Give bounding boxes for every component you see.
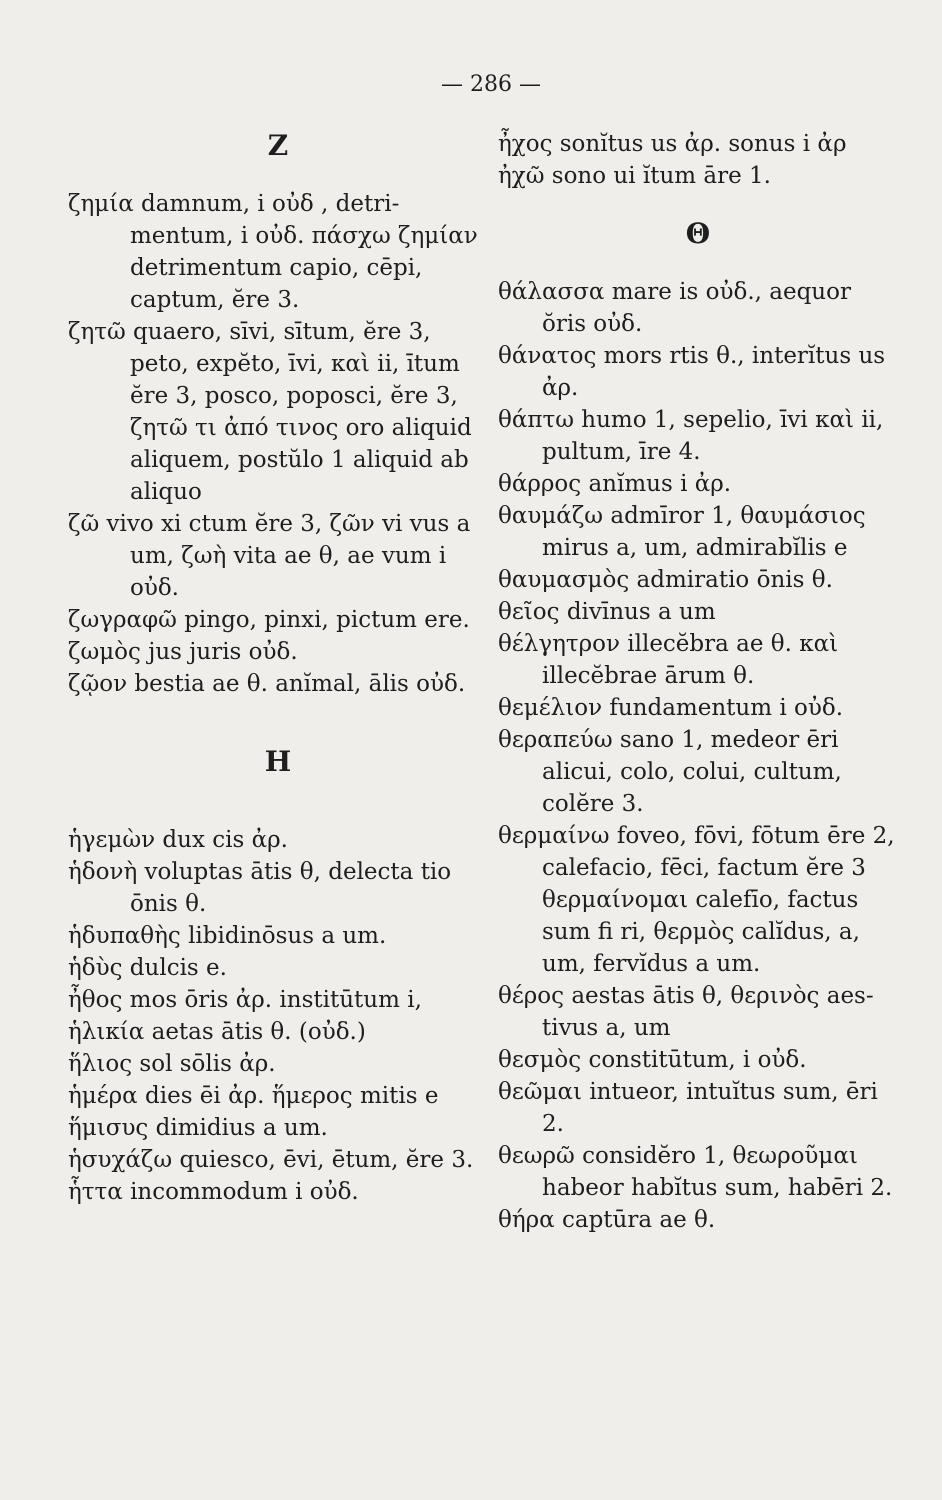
entry: θαυμάζω admīror 1, θαυμάσιος mirus a, um, admirabĭlis e — [498, 503, 866, 561]
entry: θήρα captūra ae θ. — [498, 1207, 716, 1233]
entry: θεραπεύω sano 1, medeor ēri alicui, colo, colui, cultum, colĕre 3. — [498, 727, 842, 817]
entry: θάλασσα mare is οὐδ., aequor ŏris οὐδ. — [498, 279, 851, 337]
entry: ἡδυπαθὴς libidinōsus a um. — [68, 923, 387, 949]
entry: θαυμασμὸς admiratio ōnis θ. — [498, 567, 833, 593]
entry: ἧττα incommodum i οὐδ. — [68, 1179, 359, 1205]
entry: θάνατος mors rtis θ., interĭtus us ἀρ. — [498, 343, 886, 401]
entry: θάρρος anĭmus i ἀρ. — [498, 471, 732, 497]
entry: θεῶμαι intueor, intuĭtus sum, ēri 2. — [498, 1079, 878, 1137]
entry: θέρος aestas ātis θ, θερινὸς aestivus a, um — [498, 983, 874, 1041]
entry: θεμέλιον fundamentum i οὐδ. — [498, 695, 843, 721]
entry: ἡδονὴ voluptas ātis θ, delecta tio ōnis θ. — [68, 859, 452, 917]
entry: ἦθος mos ōris ἀρ. institūtum i, — [68, 987, 422, 1013]
section-heading-theta: Θ — [685, 217, 711, 250]
entry: ἡμέρα dies ēi ἀρ. ἥμερος mitis e — [68, 1083, 439, 1109]
entry: ἡγεμὼν dux cis ἀρ. — [68, 827, 288, 853]
left-column — [68, 128, 488, 1208]
entry: ἡσυχάζω quiesco, ēvi, ētum, ĕre 3. — [68, 1147, 474, 1173]
entry: θάπτω humo 1, sepelio, īvi καὶ ii, pultum, īre 4. — [498, 407, 884, 465]
entry: θερμαίνω foveo, fōvi, fōtum ēre 2, calefacio, fēci, factum ĕre 3 θερμαίνομαι calefīo, factus sum fi ri, θερμὸς calĭdus, a, um, fervĭdus a um. — [498, 823, 895, 977]
entry: ἥλιος sol sōlis ἀρ. — [68, 1051, 276, 1077]
entry: θεσμὸς constitūtum, i οὐδ. — [498, 1047, 807, 1073]
entry: ἡδὺς dulcis e. — [68, 955, 227, 981]
section-heading-zeta: Z — [267, 129, 289, 162]
entry: θέλγητρον illecĕbra ae θ. καὶ illecĕbrae ārum θ. — [498, 631, 839, 689]
entry: θεωρῶ considĕro 1, θεωροῦμαι habeor habĭtus sum, habēri 2. — [498, 1143, 893, 1201]
section-heading-eta: H — [264, 745, 292, 778]
entry: ζῶ vivo xi ctum ĕre 3, ζῶν vi vus a um, ζωὴ vita ae θ, ae vum i οὐδ. — [68, 511, 471, 601]
entry: ἡλικία aetas ātis θ. (οὐδ.) — [68, 1019, 366, 1045]
entry: ζημία damnum, i οὐδ , detrimentum, i οὐδ. πάσχω ζημίαν detrimentum capio, cēpi, captum, ĕre 3. — [68, 191, 478, 313]
entry: θεῖος divīnus a um — [498, 599, 716, 625]
entry: ζωγραφῶ pingo, pinxi, pictum ere. — [68, 607, 470, 633]
entry: ζωμὸς jus juris οὐδ. — [68, 639, 298, 665]
entry: ζητῶ quaero, sīvi, sītum, ĕre 3, peto, expĕto, īvi, καὶ ii, ītum ĕre 3, posco, poposci, ĕre 3, ζητῶ τι ἀπό τινος oro aliquid aliquem, postŭlo 1 aliquid ab aliquo — [68, 319, 472, 505]
entry: ἦχος sonĭtus us ἀρ. sonus i ἀρ — [498, 131, 847, 157]
page-number: — 286 — — [441, 72, 541, 97]
right-column — [498, 128, 898, 1236]
entry: ἠχῶ sono ui ĭtum āre 1. — [498, 163, 771, 189]
entry: ζῷον bestia ae θ. anĭmal, ālis οὐδ. — [68, 671, 466, 697]
entry: ἥμισυς dimidius a um. — [68, 1115, 328, 1141]
